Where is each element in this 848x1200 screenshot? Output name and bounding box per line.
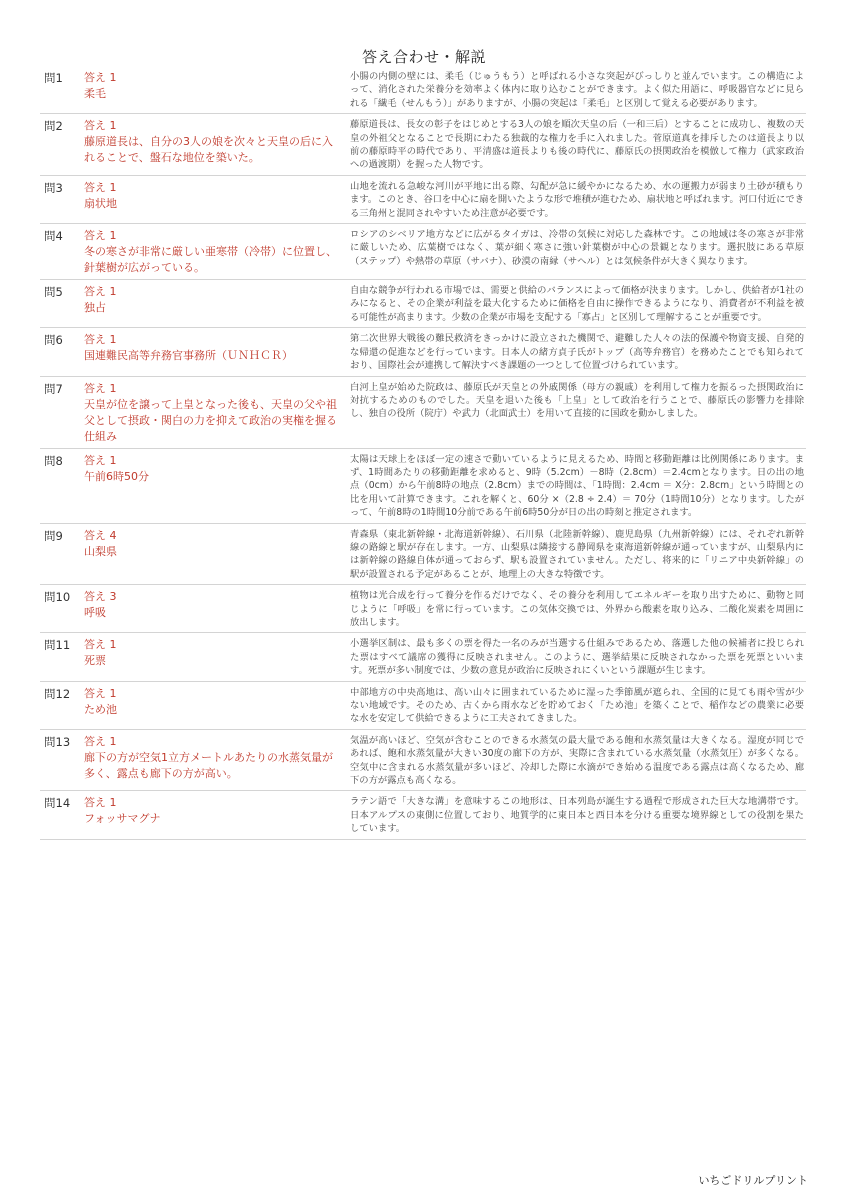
answer-text: 天皇が位を譲って上皇となった後も、天皇の父や祖父として摂政・関白の力を抑えて政治の実権を握る仕組み xyxy=(84,397,337,443)
answer-row xyxy=(40,448,806,523)
answer-row xyxy=(40,224,806,280)
answer-row xyxy=(40,66,806,114)
answer-text: 国連難民高等弁務官事務所（ＵＮＨＣＲ） xyxy=(84,349,293,363)
answer-label: 答え 1 xyxy=(84,734,117,748)
explanation-text: ラテン語で「大きな溝」を意味するこの地形は、日本列島が誕生する過程で形成された巨大な地溝帯です。日本アルプスの東側に位置しており、地質学的に東日本と西日本を分ける重要な境界線としての役割を果たしています。 xyxy=(342,791,806,839)
question-number: 問8 xyxy=(40,448,82,523)
explanation-text: 植物は光合成を行って養分を作るだけでなく、その養分を利用してエネルギーを取り出すために、動物と同じように「呼吸」を常に行っています。この気体交換では、外界から酸素を取り込み、二酸化炭素を周囲に放出します。 xyxy=(342,585,806,633)
answer-cell xyxy=(82,114,342,176)
answer-text: 藤原道長は、自分の3人の娘を次々と天皇の后に入れることで、盤石な地位を築いた。 xyxy=(84,135,333,165)
answer-row xyxy=(40,328,806,376)
answer-cell xyxy=(82,791,342,839)
answer-label: 答え 1 xyxy=(84,71,117,84)
explanation-text: 気温が高いほど、空気が含むことのできる水蒸気の最大量である飽和水蒸気量は大きくなる。湿度が同じであれば、飽和水蒸気量が大きい30度の廊下の方が、実際に含まれている水蒸気量（水蒸気圧）が多くなる。空気中に含まれる水蒸気量が多いほど、冷却した際に水滴ができ始める温度である露点は高くなるため、廊下の方が露点も高くなる。 xyxy=(342,729,806,791)
answer-table-body xyxy=(40,66,806,839)
question-number: 問11 xyxy=(40,633,82,681)
question-number: 問13 xyxy=(40,729,82,791)
answer-row xyxy=(40,523,806,585)
answer-label: 答え 1 xyxy=(84,381,117,395)
question-number: 問10 xyxy=(40,585,82,633)
answer-label: 答え 4 xyxy=(84,528,117,542)
answer-row xyxy=(40,114,806,176)
answer-text: 柔毛 xyxy=(84,87,106,100)
footer-credit: いちごドリルプリント xyxy=(698,1174,808,1187)
answer-row xyxy=(40,585,806,633)
question-number: 問4 xyxy=(40,224,82,280)
explanation-text: 第二次世界大戦後の難民救済をきっかけに設立された機関で、避難した人々の法的保護や物資支援、自発的な帰還の促進などを行っています。日本人の緒方貞子氏がトップ（高等弁務官）を務めたことでも知られており、国際社会が連携して解決すべき課題の一つとして位置づけられています。 xyxy=(342,328,806,376)
answer-row xyxy=(40,633,806,681)
answer-label: 答え 1 xyxy=(84,229,117,243)
explanation-text: 青森県（東北新幹線・北海道新幹線）、石川県（北陸新幹線）、鹿児島県（九州新幹線）には、それぞれ新幹線の路線と駅が存在します。一方、山梨県は隣接する静岡県を東海道新幹線が通っていますが、山梨県内には新幹線の路線自体が通っておらず、駅も設置されていません。ただし、将来的に「リニア中央新幹線」の駅が設置される予定があることが、地理上の大きな特徴です。 xyxy=(342,523,806,585)
explanation-text: 中部地方の中央高地は、高い山々に囲まれているために湿った季節風が遮られ、全国的に見ても雨や雪が少ない地域です。そのため、古くから雨水などを貯めておく「ため池」を築くことで、稲作などの農業に必要な水を安定して供給できるように工夫されてきました。 xyxy=(342,681,806,729)
explanation-text: 小腸の内側の壁には、柔毛（じゅうもう）と呼ばれる小さな突起がびっしりと並んでいます。この構造によって、消化された栄養分を効率よく体内に取り込むことができます。よく似た用語に、呼吸器官などに見られる「繊毛（せんもう）」がありますが、小腸の突起は「柔毛」と区別して覚える必要があります。 xyxy=(342,66,806,114)
question-number: 問12 xyxy=(40,681,82,729)
answer-label: 答え 3 xyxy=(84,590,117,604)
answer-cell xyxy=(82,280,342,328)
answer-row xyxy=(40,681,806,729)
answer-text: 冬の寒さが非常に厳しい亜寒帯（冷帯）に位置し、針葉樹が広がっている。 xyxy=(84,245,337,275)
answer-cell xyxy=(82,681,342,729)
answer-cell xyxy=(82,585,342,633)
page-title: 答え合わせ・解説 xyxy=(361,48,486,67)
answer-text: 廊下の方が空気1立方メートルあたりの水蒸気量が多く、露点も廊下の方が高い。 xyxy=(84,750,333,780)
answer-text: 死票 xyxy=(84,654,106,668)
explanation-text: ロシアのシベリア地方などに広がるタイガは、冷帯の気候に対応した森林です。この地域は冬の寒さが非常に厳しいため、広葉樹ではなく、葉が細く寒さに強い針葉樹が中心の景観となります。選択肢にある草原（ステップ）や熱帯の草原（サバナ）、砂漠の南縁（サヘル）とは気候条件が大きく異なります。 xyxy=(342,224,806,280)
answer-text: 独占 xyxy=(84,301,106,315)
explanation-text: 白河上皇が始めた院政は、藤原氏が天皇との外戚関係（母方の親戚）を利用して権力を振るった摂関政治に対抗するためのものでした。天皇を退いた後も「上皇」として政治を行うことで、藤原氏の影響力を排除し、独自の役所（院庁）や武力（北面武士）を用いて直接的に国政を動かしました。 xyxy=(342,376,806,448)
question-number: 問2 xyxy=(40,114,82,176)
explanation-text: 山地を流れる急峻な河川が平地に出る際、勾配が急に緩やかになるため、水の運搬力が弱まり土砂が積もります。このとき、谷口を中心に扇を開いたような形で堆積が進むため、扇状地と呼ばれます。河口付近にできる三角州と混同されやすいため注意が必要です。 xyxy=(342,175,806,223)
answer-cell xyxy=(82,633,342,681)
answer-cell xyxy=(82,328,342,376)
question-number: 問9 xyxy=(40,523,82,585)
explanation-text: 太陽は天球上をほぼ一定の速さで動いているように見えるため、時間と移動距離は比例関係にあります。まず、1時間あたりの移動距離を求めると、9時（5.2cm）－8時（2.8cm）＝2.4cmとなります。日の出の地点（0cm）から午前8時の地点（2.8cm）までの時間は、「1時間：2.4cm ＝ X分：2.8cm」という時間との比を用いて計算できます。これを解くと、60分 ×（2.8 ÷ 2.4）＝ 70分（1時間10分）となります。したがって、午前8時の1時間10分前である午前6時50分が日の出の時刻と推定されます。 xyxy=(342,448,806,523)
answer-text: 扇状地 xyxy=(84,196,117,210)
question-number: 問14 xyxy=(40,791,82,839)
answer-cell xyxy=(82,376,342,448)
question-number: 問5 xyxy=(40,280,82,328)
answer-label: 答え 1 xyxy=(84,333,117,347)
answer-label: 答え 1 xyxy=(84,285,117,299)
question-number: 問7 xyxy=(40,376,82,448)
explanation-text: 藤原道長は、長女の彰子をはじめとする3人の娘を順次天皇の后（一和三后）とすることに成功し、複数の天皇の外祖父となることで長期にわたる独裁的な権力を手に入れました。菅原道真を排斥したのは道長より以前の藤原時平の時代であり、平清盛は道長よりも後の時代に、藤原氏の摂関政治を模倣して権力（武家政治への過渡期）を握った人物です。 xyxy=(342,114,806,176)
answer-label: 答え 1 xyxy=(84,686,117,700)
question-number: 問6 xyxy=(40,328,82,376)
answer-cell xyxy=(82,523,342,585)
answer-text: 山梨県 xyxy=(84,544,117,558)
answer-text: 午前6時50分 xyxy=(84,469,149,483)
answer-table xyxy=(40,66,806,840)
answer-text: ため池 xyxy=(84,702,117,716)
answer-text: 呼吸 xyxy=(84,606,106,620)
answer-cell xyxy=(82,224,342,280)
answer-label: 答え 1 xyxy=(84,180,117,194)
answer-row xyxy=(40,175,806,223)
question-number: 問3 xyxy=(40,175,82,223)
answer-cell xyxy=(82,448,342,523)
explanation-text: 自由な競争が行われる市場では、需要と供給のバランスによって価格が決まります。しかし、供給者が1社のみになると、その企業が利益を最大化するために価格を自由に操作できるようになり、消費者が不利益を被る可能性が高まります。少数の企業が市場を支配する「寡占」と区別して理解することが重要です。 xyxy=(342,280,806,328)
answer-row xyxy=(40,280,806,328)
answer-cell xyxy=(82,729,342,791)
question-number: 問1 xyxy=(40,66,82,114)
answer-cell xyxy=(82,66,342,114)
answer-label: 答え 1 xyxy=(84,796,117,810)
answer-label: 答え 1 xyxy=(84,119,117,133)
answer-label: 答え 1 xyxy=(84,453,117,467)
answer-row xyxy=(40,729,806,791)
answer-text: フォッサマグナ xyxy=(84,812,161,826)
explanation-text: 小選挙区制は、最も多くの票を得た一名のみが当選する仕組みであるため、落選した他の候補者に投じられた票はすべて議席の獲得に反映されません。このように、選挙結果に反映されなかった票を死票といいます。死票が多い制度では、少数の意見が政治に反映されにくいという課題が生じます。 xyxy=(342,633,806,681)
answer-row xyxy=(40,791,806,839)
answer-row xyxy=(40,376,806,448)
answer-label: 答え 1 xyxy=(84,638,117,652)
answer-cell xyxy=(82,175,342,223)
